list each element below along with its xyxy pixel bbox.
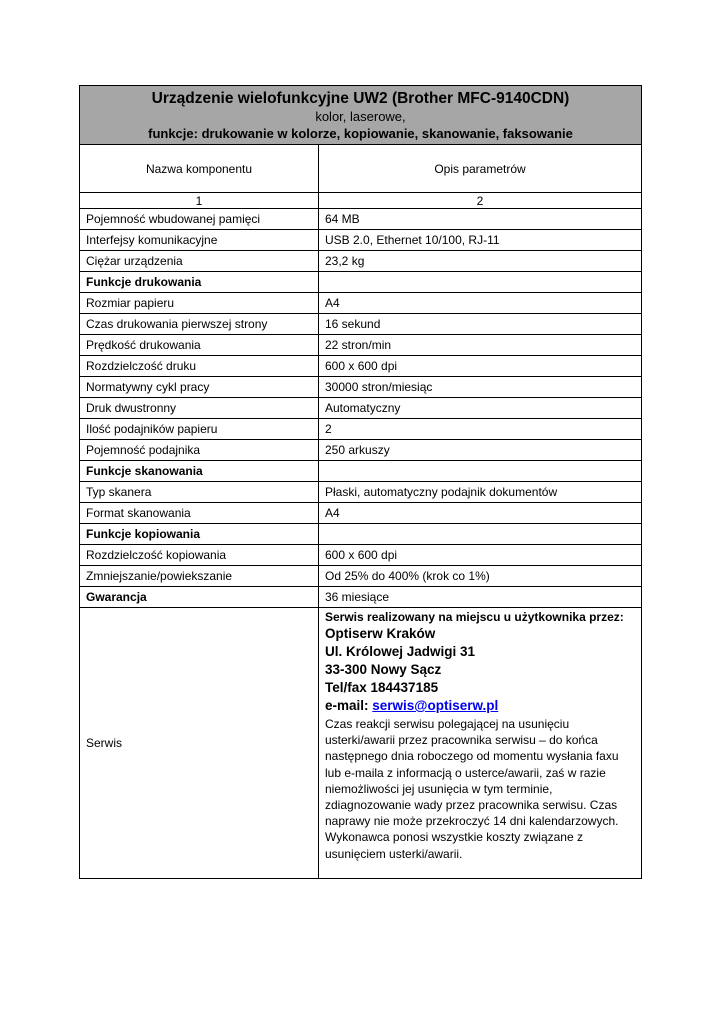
service-row	[80, 608, 642, 879]
row-name: Funkcje drukowania	[80, 272, 319, 293]
row-name: Zmniejszanie/powiekszanie	[80, 566, 319, 587]
row-name: Pojemność wbudowanej pamięci	[80, 209, 319, 230]
service-intro: Serwis realizowany na miejscu u użytkownika przez:	[325, 610, 624, 624]
table-row	[80, 314, 642, 335]
service-phone: Tel/fax 184437185	[325, 680, 439, 695]
row-value	[319, 524, 642, 545]
row-name: Czas drukowania pierwszej strony	[80, 314, 319, 335]
row-value: 250 arkuszy	[319, 440, 642, 461]
device-title: Urządzenie wielofunkcyjne UW2 (Brother MFC-9140CDN)	[151, 90, 570, 107]
row-value: 16 sekund	[319, 314, 642, 335]
service-email-label: e-mail:	[325, 698, 373, 713]
service-email-line	[325, 697, 635, 715]
column-header-component: Nazwa komponentu	[80, 145, 319, 193]
table-row	[80, 566, 642, 587]
row-value: 23,2 kg	[319, 251, 642, 272]
row-value: A4	[319, 503, 642, 524]
row-value	[319, 272, 642, 293]
row-name: Funkcje skanowania	[80, 461, 319, 482]
table-row	[80, 377, 642, 398]
table-row	[80, 524, 642, 545]
table-row	[80, 545, 642, 566]
column-header-row	[80, 145, 642, 193]
service-company: Optiserw Kraków	[325, 626, 436, 641]
row-name: Rozdzielczość druku	[80, 356, 319, 377]
table-row	[80, 482, 642, 503]
row-name: Funkcje kopiowania	[80, 524, 319, 545]
service-street: Ul. Królowej Jadwigi 31	[325, 644, 476, 659]
column-number-1: 1	[80, 193, 319, 209]
row-value: Od 25% do 400% (krok co 1%)	[319, 566, 642, 587]
column-header-params: Opis parametrów	[319, 145, 642, 193]
row-value	[319, 461, 642, 482]
device-functions: funkcje: drukowanie w kolorze, kopiowanie, skanowanie, faksowanie	[148, 126, 573, 141]
row-name: Normatywny cykl pracy	[80, 377, 319, 398]
service-email-link[interactable]: serwis@optiserw.pl	[372, 698, 499, 713]
spec-table	[79, 85, 642, 879]
table-row	[80, 356, 642, 377]
table-row	[80, 251, 642, 272]
table-row	[80, 293, 642, 314]
row-value: 600 x 600 dpi	[319, 545, 642, 566]
table-row	[80, 209, 642, 230]
row-value: Automatyczny	[319, 398, 642, 419]
row-value: 600 x 600 dpi	[319, 356, 642, 377]
row-value: 36 miesiące	[319, 587, 642, 608]
device-subtitle: kolor, laserowe,	[315, 109, 406, 124]
column-number-2: 2	[319, 193, 642, 209]
row-name: Prędkość drukowania	[80, 335, 319, 356]
service-label: Serwis	[80, 608, 319, 879]
row-name: Format skanowania	[80, 503, 319, 524]
row-name: Pojemność podajnika	[80, 440, 319, 461]
service-description: Czas reakcji serwisu polegającej na usunięciu usterki/awarii przez pracownika serwisu – do końca następnego dnia roboczego od momentu wysłania faxu lub e-maila z informacją o usterce/awarii, zaś w razie niemożliwości jej usunięcia w tym terminie, zdiagnozowanie wady przez pracownika serwisu. Czas naprawy nie może przekroczyć 14 dni kalendarzowych. Wykonawca ponosi wszystkie koszty związane z usunięciem usterki/awarii.	[325, 717, 619, 861]
row-name: Rozdzielczość kopiowania	[80, 545, 319, 566]
row-name: Typ skanera	[80, 482, 319, 503]
row-name: Gwarancja	[80, 587, 319, 608]
row-value: USB 2.0, Ethernet 10/100, RJ-11	[319, 230, 642, 251]
table-row	[80, 461, 642, 482]
table-row	[80, 335, 642, 356]
row-name: Rozmiar papieru	[80, 293, 319, 314]
row-name: Ciężar urządzenia	[80, 251, 319, 272]
spec-document	[79, 85, 641, 879]
row-name: Interfejsy komunikacyjne	[80, 230, 319, 251]
header-cell	[80, 86, 642, 145]
table-row	[80, 587, 642, 608]
row-value: 64 MB	[319, 209, 642, 230]
table-row	[80, 440, 642, 461]
service-details	[319, 608, 642, 879]
table-row	[80, 272, 642, 293]
row-name: Ilość podajników papieru	[80, 419, 319, 440]
row-name: Druk dwustronny	[80, 398, 319, 419]
table-row	[80, 230, 642, 251]
column-number-row	[80, 193, 642, 209]
row-value: Płaski, automatyczny podajnik dokumentów	[319, 482, 642, 503]
row-value: 2	[319, 419, 642, 440]
spec-rows	[80, 209, 642, 608]
table-row	[80, 503, 642, 524]
header-row	[80, 86, 642, 145]
service-city: 33-300 Nowy Sącz	[325, 662, 442, 677]
row-value: A4	[319, 293, 642, 314]
row-value: 22 stron/min	[319, 335, 642, 356]
table-row	[80, 398, 642, 419]
table-row	[80, 419, 642, 440]
row-value: 30000 stron/miesiąc	[319, 377, 642, 398]
